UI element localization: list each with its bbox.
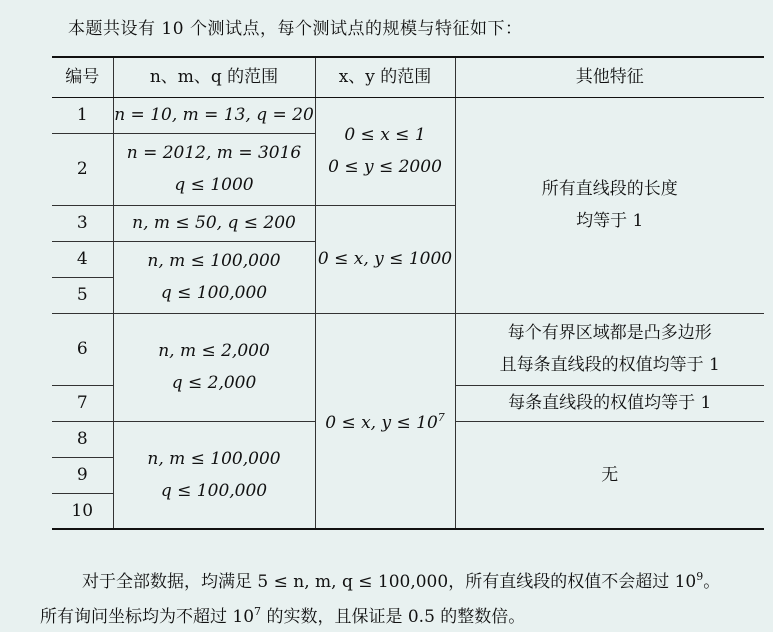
header-nmq: n、m、q 的范围 [113,57,315,97]
xy-range [315,313,455,529]
feature-line: 且每条直线段的权值均等于 1 [499,355,720,375]
nmq-range-line: n, m ≤ 100,000 [147,251,281,271]
table-row [52,97,764,133]
nmq-range [113,241,315,313]
header-id: 编号 [52,57,113,97]
constraints-exponent: 9 [696,570,704,583]
constraints-exponent: 7 [254,605,262,618]
nmq-range-line: n, m ≤ 100,000 [147,448,281,469]
constraints-text: 的实数，且保证是 0.5 的整数倍。 [261,607,526,627]
constraints-text: 对于全部数据，均满足 5 ≤ n, m, q ≤ 100,000，所有直线段的权值不会超过 10 [82,572,697,592]
feature-line: 所有直线段的长度 [541,179,678,199]
other-feature: 每条直线段的权值均等于 1 [455,385,764,421]
nmq-range: n = 10, m = 13, q = 20 [113,97,315,133]
test-id: 4 [52,241,113,277]
xy-range-line: 0 ≤ x ≤ 1 [344,125,426,145]
constraints-line-1 [40,562,720,597]
test-id: 10 [52,493,113,529]
test-id: 2 [52,133,113,205]
nmq-range-line: n = 2012, m = 3016 [126,143,302,163]
test-id: 1 [52,97,113,133]
constraints-line-2 [40,607,525,627]
intro-text: 本题共设有 10 个测试点，每个测试点的规模与特征如下： [68,19,523,39]
test-id: 5 [52,277,113,313]
nmq-range: n, m ≤ 50, q ≤ 200 [113,205,315,241]
nmq-range-line: q ≤ 1000 [174,175,254,195]
constraints-text: 。 [703,572,721,592]
constraints-text: 所有询问坐标均为不超过 10 [40,607,255,627]
nmq-range-line: q ≤ 2,000 [171,373,257,393]
nmq-range [113,133,315,205]
test-id: 8 [52,421,113,457]
header-xy: x、y 的范围 [315,57,455,97]
nmq-range-line: q ≤ 100,000 [160,283,268,303]
header-other: 其他特征 [455,57,764,97]
feature-line: 每个有界区域都是凸多边形 [507,323,712,343]
test-id: 3 [52,205,113,241]
xy-range-text: 0 ≤ x, y ≤ 10 [325,413,438,434]
nmq-range [113,421,315,529]
table-row [52,313,764,385]
xy-range-line: 0 ≤ y ≤ 2000 [328,157,442,177]
nmq-range-line: n, m ≤ 2,000 [158,341,270,361]
table-header-row [52,57,764,97]
test-id: 7 [52,385,113,421]
test-id: 9 [52,457,113,493]
other-feature: 无 [455,421,764,529]
other-feature [455,97,764,313]
feature-line: 均等于 1 [576,211,644,231]
nmq-range-line: q ≤ 100,000 [160,480,268,501]
test-id: 6 [52,313,113,385]
other-feature [455,313,764,385]
constraints-note [40,562,720,632]
xy-range: 0 ≤ x, y ≤ 1000 [315,205,455,313]
xy-range-exponent: 7 [437,411,445,425]
nmq-range [113,313,315,421]
testcase-table [52,56,764,530]
xy-range [315,97,455,205]
